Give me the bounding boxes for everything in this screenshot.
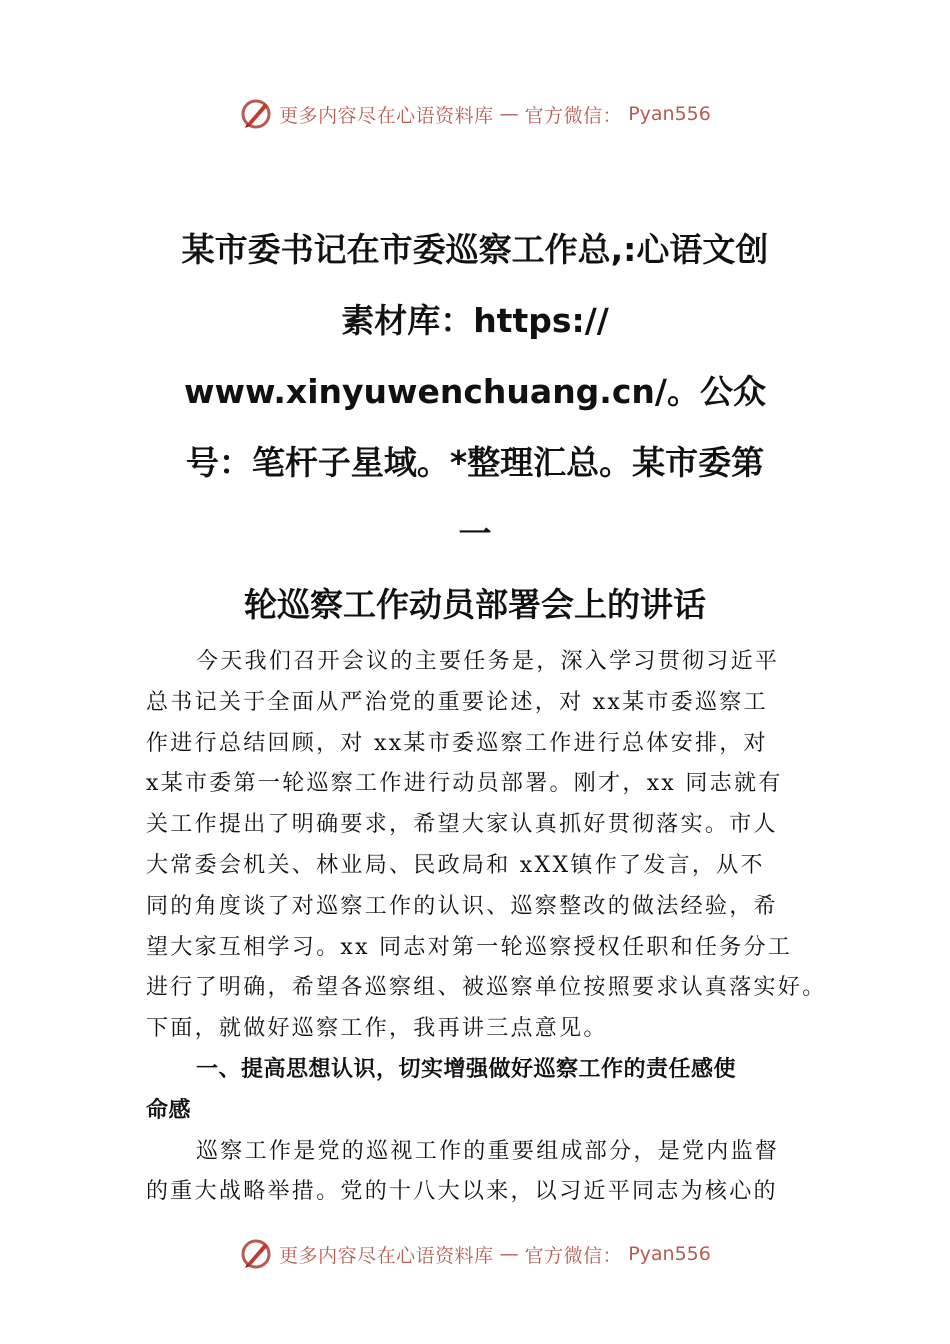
text-line: 同的角度谈了对巡察工作的认识、巡察整改的做法经验，希 — [146, 893, 778, 919]
document-title — [150, 214, 800, 640]
footer-banner — [0, 1234, 950, 1274]
banner-wechat-id: Pyan556 — [628, 1243, 711, 1265]
text-line: 巡察工作是党的巡视工作的重要组成部分，是党内监督 — [196, 1138, 780, 1164]
text-line: 今天我们召开会议的主要任务是，深入学习贯彻习近平 — [196, 649, 780, 674]
section-heading-1 — [146, 1050, 810, 1132]
title-line: 轮巡察工作动员部署会上的讲话 — [244, 585, 706, 624]
text-line: 关工作提出了明确要求，希望大家认真抓好贯彻落实。市人 — [146, 812, 778, 838]
document-body — [146, 642, 827, 1213]
banner-wechat-label: 官方微信： — [524, 1244, 623, 1267]
pen-logo-icon — [239, 1237, 273, 1271]
text-line: 作进行总结回顾，对 xx某市委巡察工作进行总体安排，对 — [146, 730, 768, 756]
text-line: 下面，就做好巡察工作，我再讲三点意见。 — [146, 1016, 608, 1042]
pen-logo-icon — [239, 97, 273, 131]
title-line: www.xinyuwenchuang.cn/。公众 — [184, 372, 766, 411]
header-banner — [0, 94, 950, 134]
banner-wechat-id: Pyan556 — [628, 103, 711, 125]
banner-text: 更多内容尽在心语资料库 — [279, 1244, 494, 1267]
heading-line: 命感 — [146, 1097, 192, 1123]
title-line: 素材库：https:// — [341, 301, 609, 340]
text-line: 进行了明确，希望各巡察组、被巡察单位按照要求认真落实好。 — [146, 975, 827, 1001]
text-line: x某市委第一轮巡察工作进行动员部署。刚才，xx 同志就有 — [146, 771, 783, 797]
text-line: 的重大战略举措。党的十八大以来，以习近平同志为核心的 — [146, 1179, 778, 1205]
title-line: 号：笔杆子星域。*整理汇总。某市委第 — [185, 443, 765, 482]
title-line: 某市委书记在市委巡察工作总,:心语文创 — [181, 230, 769, 269]
banner-separator: — — [499, 1243, 519, 1265]
text-line: 大常委会机关、林业局、民政局和 xXX镇作了发言，从不 — [146, 852, 765, 878]
paragraph-intro — [146, 642, 827, 1050]
banner-wechat-label: 官方微信： — [524, 104, 623, 127]
text-line: 总书记关于全面从严治党的重要论述，对 xx某市委巡察工 — [146, 689, 768, 715]
heading-line: 一、提高思想认识，切实增强做好巡察工作的责任感使 — [196, 1056, 737, 1082]
title-line: 一 — [458, 514, 492, 553]
text-line: 望大家互相学习。xx 同志对第一轮巡察授权任职和任务分工 — [146, 934, 793, 960]
paragraph-section-1 — [146, 1132, 810, 1214]
banner-separator: — — [499, 103, 519, 125]
banner-text: 更多内容尽在心语资料库 — [279, 104, 494, 127]
